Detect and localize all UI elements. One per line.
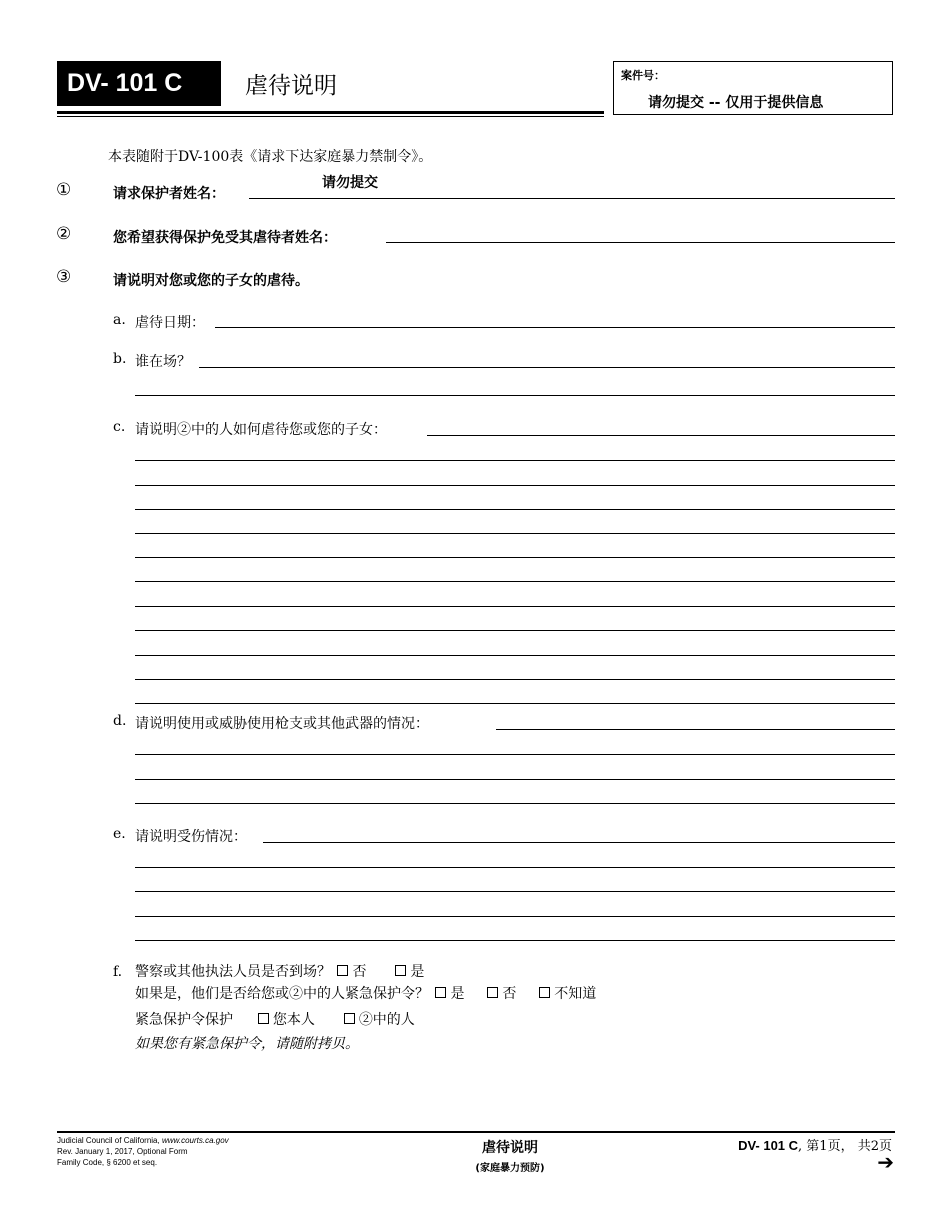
abuse-description-label: 请说明②中的人如何虐待您或您的子女：	[135, 422, 387, 438]
item-label-2: 您希望获得保护免受其虐待者姓名：	[113, 230, 337, 246]
who-present-field[interactable]	[199, 367, 895, 368]
epo-unknown-checkbox[interactable]	[539, 987, 550, 998]
footer-form-id: DV- 101 C	[738, 1138, 799, 1153]
epo-question-row	[135, 984, 596, 1004]
form-title: 虐待说明	[245, 73, 337, 99]
abuse-description-field[interactable]	[427, 435, 895, 436]
epo-person-label: ②中的人	[358, 1012, 415, 1028]
epo-no-label: 否	[502, 986, 517, 1002]
case-number-box[interactable]	[613, 61, 893, 115]
restrained-person-name-field[interactable]	[386, 242, 895, 243]
epo-you-checkbox[interactable]	[258, 1013, 269, 1024]
sub-letter-e: e.	[113, 826, 126, 842]
footer-url[interactable]: www.courts.ca.gov	[161, 1136, 229, 1145]
next-page-arrow-icon[interactable]: ➔	[877, 1150, 894, 1174]
intro-text: 本表随附于DV-100表《请求下达家庭暴力禁制令》。	[108, 149, 433, 165]
footer-revision: Rev. January 1, 2017, Optional Form	[57, 1147, 188, 1156]
epo-no-checkbox[interactable]	[487, 987, 498, 998]
item-number-2: ②	[56, 224, 72, 244]
protected-person-name-field[interactable]	[249, 198, 895, 199]
injuries-line[interactable]	[135, 916, 895, 917]
abuse-description-line[interactable]	[135, 509, 895, 510]
epo-unknown-label: 不知道	[554, 986, 597, 1002]
epo-protects-label: 紧急保护令保护	[135, 1012, 233, 1028]
footer-page-number: , 第1页， 共2页	[798, 1139, 892, 1154]
footer-rule	[57, 1131, 895, 1133]
footer-citation	[57, 1135, 229, 1168]
epo-person-checkbox[interactable]	[344, 1013, 355, 1024]
epo-protects-row	[135, 1010, 415, 1030]
abuse-description-line[interactable]	[135, 557, 895, 558]
weapons-line[interactable]	[135, 779, 895, 780]
sub-letter-b: b.	[113, 351, 127, 367]
abuse-description-line[interactable]	[135, 533, 895, 534]
case-number-value: 请勿提交 -- 仅用于提供信息	[648, 95, 824, 111]
abuse-description-line[interactable]	[135, 630, 895, 631]
footer-title-block	[410, 1137, 610, 1174]
police-question-row	[135, 962, 424, 982]
police-yes-checkbox[interactable]	[395, 965, 406, 976]
footer-title: 虐待说明	[482, 1140, 538, 1156]
sub-letter-f: f.	[113, 964, 123, 980]
abuse-description-line[interactable]	[135, 655, 895, 656]
who-present-field-line-2[interactable]	[135, 395, 895, 396]
abuse-description-line[interactable]	[135, 606, 895, 607]
epo-question: 如果是，他们是否给您或②中的人紧急保护令？	[135, 986, 429, 1002]
footer-page-info	[738, 1135, 892, 1154]
injuries-line[interactable]	[135, 891, 895, 892]
abuse-description-line[interactable]	[135, 703, 895, 704]
sub-letter-c: c.	[113, 419, 126, 435]
header-rule	[57, 111, 604, 114]
case-number-label: 案件号：	[621, 69, 665, 82]
injuries-line[interactable]	[135, 940, 895, 941]
form-id-badge: DV- 101 C	[57, 61, 221, 106]
injuries-label: 请说明受伤情况：	[135, 829, 247, 845]
item-label-1: 请求保护者姓名：	[113, 186, 225, 202]
weapons-line[interactable]	[135, 803, 895, 804]
sub-letter-a: a.	[113, 312, 126, 328]
item-number-1: ①	[56, 180, 72, 200]
sub-letter-d: d.	[113, 713, 127, 729]
injuries-line[interactable]	[135, 867, 895, 868]
abuse-description-line[interactable]	[135, 485, 895, 486]
abuse-description-line[interactable]	[135, 679, 895, 680]
weapons-line[interactable]	[135, 754, 895, 755]
who-present-label: 谁在场？	[135, 354, 191, 370]
weapons-label: 请说明使用或威胁使用枪支或其他武器的情况：	[135, 716, 429, 732]
abuse-date-label: 虐待日期：	[135, 315, 205, 331]
abuse-date-field[interactable]	[215, 327, 895, 328]
abuse-description-line[interactable]	[135, 460, 895, 461]
abuse-description-line[interactable]	[135, 581, 895, 582]
weapons-field[interactable]	[496, 729, 895, 730]
item-number-3: ③	[56, 267, 72, 287]
footer-subtitle: (家庭暴力预防)	[475, 1163, 545, 1174]
injuries-field[interactable]	[263, 842, 895, 843]
epo-you-label: 您本人	[272, 1012, 315, 1028]
footer-code: Family Code, § 6200 et seq.	[57, 1158, 158, 1167]
police-no-checkbox[interactable]	[337, 965, 348, 976]
epo-yes-checkbox[interactable]	[435, 987, 446, 998]
item-label-3: 请说明对您或您的子女的虐待。	[113, 273, 309, 289]
police-no-label: 否	[352, 964, 367, 980]
epo-note: 如果您有紧急保护令，请随附拷贝。	[135, 1036, 359, 1052]
footer-council: Judicial Council of California,	[57, 1136, 160, 1145]
police-question: 警察或其他执法人员是否到场？	[135, 964, 331, 980]
do-not-submit-stamp: 请勿提交	[322, 175, 378, 191]
police-yes-label: 是	[410, 964, 425, 980]
epo-yes-label: 是	[450, 986, 465, 1002]
header-rule-thin	[57, 116, 604, 117]
